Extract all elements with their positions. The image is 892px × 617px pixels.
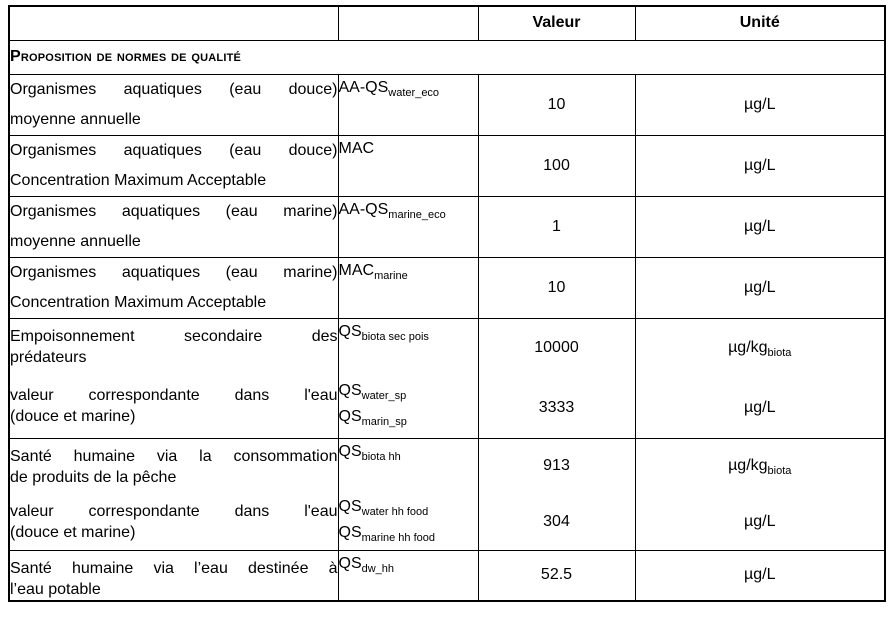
unit-base: µg/L	[744, 95, 776, 113]
unit-cell	[635, 494, 885, 550]
code-base: MAC	[338, 261, 375, 279]
description-cell	[9, 257, 338, 318]
description-cell	[9, 74, 338, 135]
code-cell	[338, 378, 478, 438]
code-line	[339, 520, 478, 546]
code-base: QS	[338, 524, 362, 541]
unit-cell	[635, 135, 885, 196]
unit-cell	[635, 378, 885, 438]
description-line2: l’eau potable	[10, 580, 101, 598]
code-cell	[338, 196, 478, 257]
unit-base: µg/kg	[728, 457, 768, 475]
unit-base: µg/L	[744, 398, 776, 416]
description-cell	[9, 135, 338, 196]
unit-subscript: biota	[767, 465, 792, 478]
description-cell	[9, 378, 338, 438]
code-line	[339, 319, 478, 345]
unit-base: µg/L	[744, 278, 776, 296]
description-line1: Organismes aquatiques (eau douce)	[10, 141, 338, 159]
code-subscript: marine_eco	[388, 208, 446, 221]
code-line	[339, 197, 478, 223]
row-eau-douce-moyenne-annuelle	[9, 74, 885, 135]
code-cell	[338, 318, 478, 378]
code-line	[339, 378, 478, 404]
code-subscript: water hh food	[361, 506, 429, 519]
code-subscript: marin_sp	[361, 416, 407, 429]
code-cell	[338, 550, 478, 601]
row-eau-douce-mac	[9, 135, 885, 196]
description-line2: (douce et marine)	[10, 408, 136, 425]
code-base: QS	[338, 498, 362, 515]
code-subscript: water_sp	[361, 390, 407, 403]
row-empoisonnement-secondaire	[9, 318, 885, 378]
description-line1: Organismes aquatiques (eau marine)	[10, 202, 338, 220]
description-line1: Organismes aquatiques (eau douce)	[10, 80, 338, 98]
description-line1: valeur correspondante dans l'eau	[10, 503, 338, 520]
value-cell: 10000	[478, 318, 635, 378]
unit-base: µg/L	[744, 156, 776, 174]
code-base: QS	[338, 322, 362, 340]
code-base: QS	[338, 554, 362, 572]
code-subscript: dw_hh	[361, 562, 395, 575]
code-base: QS	[338, 442, 362, 460]
unit-base: µg/L	[744, 566, 776, 584]
description-line1: Santé humaine via la consommation	[10, 447, 338, 465]
code-subscript: biota sec pois	[361, 330, 429, 343]
code-line	[339, 136, 478, 162]
code-line	[339, 75, 478, 101]
code-line	[339, 551, 478, 577]
code-cell	[338, 257, 478, 318]
code-line	[339, 494, 478, 520]
description-line2: Concentration Maximum Acceptable	[10, 171, 267, 189]
unit-cell	[635, 550, 885, 601]
value-cell: 10	[478, 74, 635, 135]
unit-cell	[635, 257, 885, 318]
code-subscript: biota hh	[361, 450, 401, 463]
row-valeur-correspondante-sp	[9, 378, 885, 438]
description-line2: de produits de la pêche	[10, 468, 177, 486]
code-base: MAC	[338, 139, 375, 157]
unit-cell	[635, 196, 885, 257]
description-line1: Organismes aquatiques (eau marine)	[10, 263, 338, 281]
code-cell	[338, 74, 478, 135]
code-cell	[338, 494, 478, 550]
description-cell	[9, 196, 338, 257]
description-cell	[9, 438, 338, 494]
row-sante-humaine-peche	[9, 438, 885, 494]
code-subscript: marine hh food	[361, 532, 436, 545]
description-line2: (douce et marine)	[10, 524, 136, 541]
description-line1: Santé humaine via l’eau destinée à	[10, 559, 338, 577]
row-sante-humaine-eau-potable	[9, 550, 885, 601]
description-line1: Empoisonnement secondaire des	[10, 327, 338, 345]
row-eau-marine-moyenne-annuelle	[9, 196, 885, 257]
value-cell: 10	[478, 257, 635, 318]
description-line2: prédateurs	[10, 348, 87, 366]
description-line2: Concentration Maximum Acceptable	[10, 293, 267, 311]
value-cell: 52.5	[478, 550, 635, 601]
code-line	[339, 439, 478, 465]
row-eau-marine-mac	[9, 257, 885, 318]
quality-standards-table	[8, 5, 886, 602]
code-base: AA-QS	[338, 200, 389, 218]
description-cell	[9, 494, 338, 550]
description-cell	[9, 318, 338, 378]
code-subscript: marine	[374, 269, 408, 282]
code-line	[339, 404, 478, 430]
column-header-unite: Unité	[635, 6, 885, 40]
description-cell	[9, 550, 338, 601]
description-line2: moyenne annuelle	[10, 232, 141, 250]
value-cell: 1	[478, 196, 635, 257]
unit-cell	[635, 318, 885, 378]
row-valeur-correspondante-hh-food	[9, 494, 885, 550]
unit-base: µg/L	[744, 512, 776, 530]
header-cell-empty-code	[338, 6, 478, 40]
value-cell: 304	[478, 494, 635, 550]
value-cell: 3333	[478, 378, 635, 438]
column-header-valeur: Valeur	[478, 6, 635, 40]
value-cell: 100	[478, 135, 635, 196]
code-subscript: water_eco	[388, 86, 440, 99]
code-base: AA-QS	[338, 78, 389, 96]
value-cell: 913	[478, 438, 635, 494]
unit-cell	[635, 74, 885, 135]
code-base: QS	[338, 408, 362, 425]
header-cell-empty-description	[9, 6, 338, 40]
code-base: QS	[338, 382, 362, 399]
description-line1: valeur correspondante dans l'eau	[10, 387, 338, 404]
unit-base: µg/kg	[728, 339, 768, 357]
unit-base: µg/L	[744, 217, 776, 235]
unit-cell	[635, 438, 885, 494]
section-title: Proposition de normes de qualité	[9, 40, 885, 74]
section-title-row	[9, 40, 885, 74]
code-cell	[338, 438, 478, 494]
code-cell	[338, 135, 478, 196]
code-line	[339, 258, 478, 284]
unit-subscript: biota	[767, 347, 792, 360]
table-header-row	[9, 6, 885, 40]
description-line2: moyenne annuelle	[10, 110, 141, 128]
